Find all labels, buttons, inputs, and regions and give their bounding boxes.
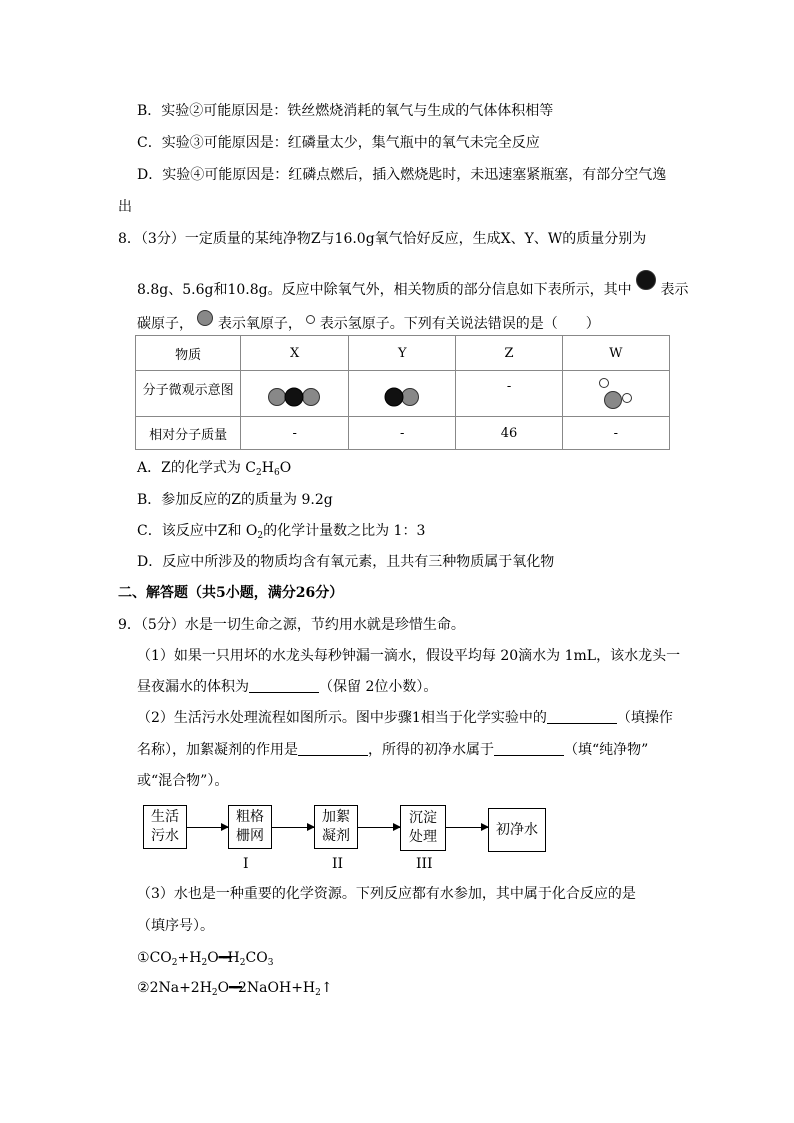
step-label-1: I [243,856,249,872]
text: 昼夜漏水的体积为 [137,679,249,695]
substance-table [135,335,670,450]
q8-text: 表示 [660,282,689,298]
subscript: 2 [256,468,262,478]
option-8c [137,521,425,541]
question-9-part3-line2: （填序号）。 [137,918,214,934]
text: （填“纯净物” [564,742,649,758]
subscript: 2 [315,988,321,998]
option-7c: C．实验③可能原因是：红磷量太少，集气瓶中的氧气未完全反应 [137,135,540,151]
table-header: 物质 [136,336,241,371]
step-label-3: III [416,856,433,872]
table-header: Y [349,336,456,371]
flow-box-grille [228,805,272,849]
text: 沉淀 [409,810,437,826]
table-cell: 46 [456,417,562,450]
question-9-part1-line1: （1）如果一只用坏的水龙头每秒钟漏一滴水，假设平均每 20滴水为 1mL，该水龙头一 [137,648,681,664]
subscript: 2 [257,531,264,541]
reaction-2 [137,978,333,998]
equals-sign: ━━ [218,950,228,966]
flow-box-primary-water [488,808,546,852]
text: A．Z的化学式为 C [137,460,256,476]
table-cell-label: 分子微观示意图 [136,371,241,417]
answer-blank[interactable] [249,678,319,693]
answer-blank[interactable] [494,741,564,756]
text: +H [177,950,202,966]
q8-text: 表示氧原子， [217,316,302,332]
text: 加絮 [322,809,350,825]
question-9-line1: 9．（5分）水是一切生命之源，节约用水就是珍惜生命。 [118,617,465,633]
table-header: Z [456,336,562,371]
text: ① [137,950,150,966]
text: O [207,950,219,966]
flow-arrow [272,827,314,828]
text: CO [149,950,172,966]
option-8d: D．反应中所涉及的物质均含有氧元素，且共有三种物质属于氧化物 [137,554,555,570]
flow-box-sewage [143,805,187,849]
question-8-line3 [137,310,600,334]
question-9-part3-line1: （3）水也是一种重要的化学资源。下列反应都有水参加，其中属于化合反应的是 [137,886,636,902]
table-cell-label: 相对分子质量 [136,417,241,450]
text: 的化学计量数之比为 1：3 [263,523,426,539]
question-9-part1-line2 [137,677,437,697]
text: O [217,980,230,996]
text: 名称），加絮凝剂的作用是 [137,742,298,758]
option-8b: B．参加反应的Z的质量为 9.2g [137,492,333,508]
text: C．该反应中Z和 O [137,523,258,539]
text: （2）生活污水处理流程如图所示。图中步骤1相当于化学实验中的 [137,710,547,726]
text: 2NaOH+H [238,980,316,996]
oxygen-atom-icon [197,310,213,326]
question-9-part2-line3: 或“混合物”）。 [137,773,229,789]
table-header: W [562,336,669,371]
table-cell: - [349,417,456,450]
flow-box-settling [400,805,446,851]
text: H [227,950,240,966]
molecule-x-icon [267,385,323,409]
text: 处理 [409,829,437,845]
answer-blank[interactable] [547,709,617,724]
flow-arrow [358,827,400,828]
option-8a [137,458,291,478]
text: 2Na+2H [149,980,212,996]
flow-box-flocculant [314,805,358,849]
subscript: 2 [239,958,246,968]
q8-text: 碳原子， [137,316,193,332]
text: ② [137,980,150,996]
section-2-heading: 二、解答题（共5小题，满分26分） [118,585,344,601]
text: 栅网 [236,828,264,844]
answer-blank[interactable] [298,741,368,756]
table-cell: - [562,417,669,450]
step-label-2: II [332,856,344,872]
molecule-x-diagram [241,371,349,417]
flow-arrow [446,827,488,828]
question-9-part2-line2 [137,740,648,760]
subscript: 2 [201,958,208,968]
option-7b: B．实验②可能原因是：铁丝燃烧消耗的氧气与生成的气体体积相等 [137,103,554,119]
molecule-w-icon [596,376,636,412]
q8-text: 8.8g、5.6g和10.8g。反应中除氧气外，相关物质的部分信息如下表所示，其中 [137,282,632,298]
equals-sign: ━━ [229,980,238,996]
text: （保留 2位小数）。 [319,679,438,695]
question-8-line2 [137,270,689,300]
text: （填操作 [616,710,673,726]
text: 污水 [151,828,179,844]
q8-text: 表示氢原子。下列有关说法错误的是（ ） [319,316,600,332]
subscript: 6 [273,468,280,478]
molecule-y-icon [382,385,422,409]
subscript: 2 [211,988,218,998]
text: O [279,460,292,476]
question-8-line1: 8．（3分）一定质量的某纯净物Z与16.0g氧气恰好反应，生成X、Y、W的质量分别为 [118,231,647,247]
flow-arrow [187,827,228,828]
text: H [261,460,274,476]
text: 凝剂 [322,828,350,844]
molecule-y-diagram [349,371,456,417]
question-9-part2-line1 [137,708,673,728]
table-header: X [241,336,349,371]
table-cell: - [456,371,562,417]
carbon-atom-icon [636,270,656,290]
text: 生活 [151,809,179,825]
reaction-1 [137,948,273,968]
text: 粗格 [236,809,264,825]
up-arrow-icon: ↑ [320,980,333,996]
text: 初净水 [496,821,538,838]
subscript: 2 [171,958,178,968]
option-7d-line2: 出 [118,199,132,215]
hydrogen-atom-icon [306,315,315,324]
table-cell: - [241,417,349,450]
text: CO [245,950,268,966]
subscript: 3 [267,958,274,968]
option-7d-line1: D．实验④可能原因是：红磷点燃后，插入燃烧匙时，未迅速塞紧瓶塞，有部分空气逸 [137,167,667,183]
text: ，所得的初净水属于 [368,742,494,758]
molecule-w-diagram [562,371,669,417]
